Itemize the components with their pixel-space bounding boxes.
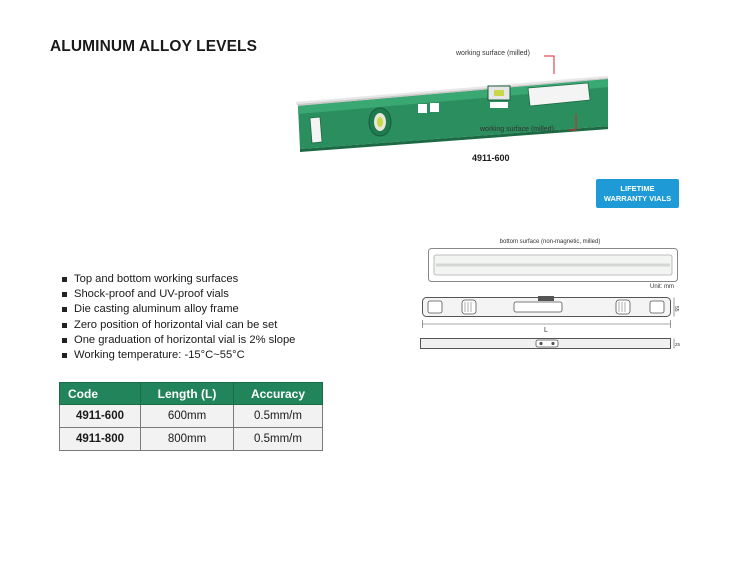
badge-line-1: LIFETIME [620,183,655,193]
badge-line-2: WARRANTY VIALS [603,193,672,203]
height-dimension-label: 55 [673,306,679,312]
header-length: Length (L) [141,383,234,405]
length-dimension-label: L [544,327,548,334]
table-row [60,405,323,428]
width-dimension-label: 25 [675,342,681,347]
feature-item: Zero position of horizontal vial can be set [62,318,295,333]
header-code: Code [60,383,141,405]
bottom-surface-callout: working surface (milled) [480,126,554,133]
cell-length: 800mm [141,428,234,451]
feature-item: Working temperature: -15°C~55°C [62,348,295,363]
bottom-surface-diagram [428,248,678,282]
spec-table [59,382,323,451]
page-title: ALUMINUM ALLOY LEVELS [50,38,258,55]
feature-item: Top and bottom working surfaces [62,272,295,287]
top-view-diagram [420,337,682,351]
unit-label: Unit: mm [650,284,674,290]
side-profile-diagram [418,294,680,336]
model-label: 4911-600 [472,153,510,163]
cell-accuracy: 0.5mm/m [234,405,323,428]
cell-code: 4911-600 [60,405,141,428]
feature-item: Die casting aluminum alloy frame [62,302,295,317]
bottom-surface-label: bottom surface (non-magnetic, milled) [499,239,601,245]
table-row [60,428,323,451]
cell-code: 4911-800 [60,428,141,451]
top-surface-callout: working surface (milled) [456,50,530,57]
lifetime-warranty-badge [596,179,679,208]
feature-item: One graduation of horizontal vial is 2% slope [62,333,295,348]
feature-list [62,272,295,363]
cell-accuracy: 0.5mm/m [234,428,323,451]
cell-length: 600mm [141,405,234,428]
feature-item: Shock-proof and UV-proof vials [62,287,295,302]
header-accuracy: Accuracy [234,383,323,405]
table-header-row [60,383,323,405]
